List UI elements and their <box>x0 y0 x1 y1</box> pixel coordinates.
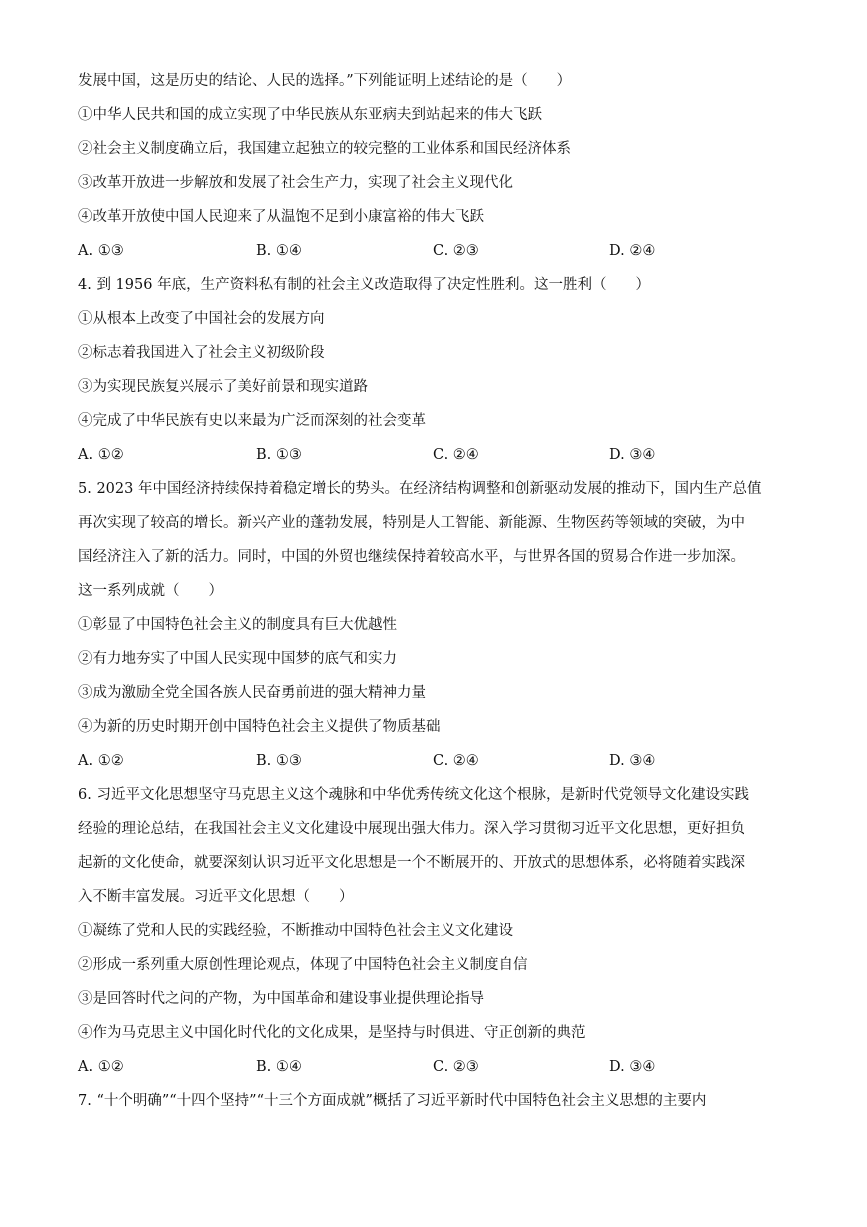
q6-options <box>78 1057 798 1077</box>
q5-stem-line: 5. 2023 年中国经济持续保持着稳定增长的势头。在经济结构调整和创新驱动发展的推动下，国内生产总值 <box>78 481 762 497</box>
q4-stem-line: 4. 到 1956 年底，生产资料私有制的社会主义改造取得了决定性胜利。这一胜利（ ） <box>78 277 651 293</box>
q5-option-b[interactable]: B. ①③ <box>256 753 302 769</box>
q6-statement-4: ④作为马克思主义中国化时代化的文化成果，是坚持与时俱进、守正创新的典范 <box>78 1025 586 1041</box>
q6-option-b[interactable]: B. ①④ <box>256 1059 302 1075</box>
q6-statement-2: ②形成一系列重大原创性理论观点，体现了中国特色社会主义制度自信 <box>78 957 528 973</box>
q3-statement-4: ④改革开放使中国人民迎来了从温饱不足到小康富裕的伟大飞跃 <box>78 209 484 225</box>
q5-option-d[interactable]: D. ③④ <box>609 753 656 769</box>
q3-option-b[interactable]: B. ①④ <box>256 243 302 259</box>
q6-statement-1: ①凝练了党和人民的实践经验，不断推动中国特色社会主义文化建设 <box>78 923 513 939</box>
q4-statement-1: ①从根本上改变了中国社会的发展方向 <box>78 311 325 327</box>
q4-option-b[interactable]: B. ①③ <box>256 447 302 463</box>
q3-option-c[interactable]: C. ②③ <box>433 243 479 259</box>
q6-stem-line: 6. 习近平文化思想坚守马克思主义这个魂脉和中华优秀传统文化这个根脉，是新时代党领导文化建设实践 <box>78 787 749 803</box>
q3-statement-1: ①中华人民共和国的成立实现了中华民族从东亚病夫到站起来的伟大飞跃 <box>78 107 542 123</box>
q6-stem-line: 入不断丰富发展。习近平文化思想（ ） <box>78 889 354 905</box>
q4-option-c[interactable]: C. ②④ <box>433 447 479 463</box>
q6-option-c[interactable]: C. ②③ <box>433 1059 479 1075</box>
q5-statement-3: ③成为激励全党全国各族人民奋勇前进的强大精神力量 <box>78 685 426 701</box>
q3-option-a[interactable]: A. ①③ <box>78 243 124 259</box>
q3-statement-2: ②社会主义制度确立后，我国建立起独立的较完整的工业体系和国民经济体系 <box>78 141 571 157</box>
q5-stem-line: 这一系列成就（ ） <box>78 583 223 599</box>
q5-statement-2: ②有力地夯实了中国人民实现中国梦的底气和实力 <box>78 651 397 667</box>
q5-stem-line: 国经济注入了新的活力。同时，中国的外贸也继续保持着较高水平，与世界各国的贸易合作进一步加深。 <box>78 549 745 565</box>
q3-option-d[interactable]: D. ②④ <box>609 243 656 259</box>
q4-statement-4: ④完成了中华民族有史以来最为广泛而深刻的社会变革 <box>78 413 426 429</box>
q4-statement-2: ②标志着我国进入了社会主义初级阶段 <box>78 345 325 361</box>
q5-statement-4: ④为新的历史时期开创中国特色社会主义提供了物质基础 <box>78 719 441 735</box>
q4-statement-3: ③为实现民族复兴展示了美好前景和现实道路 <box>78 379 368 395</box>
q5-statement-1: ①彰显了中国特色社会主义的制度具有巨大优越性 <box>78 617 397 633</box>
q6-option-a[interactable]: A. ①② <box>78 1059 124 1075</box>
q5-option-a[interactable]: A. ①② <box>78 753 124 769</box>
q6-stem-line: 起新的文化使命，就要深刻认识习近平文化思想是一个不断展开的、开放式的思想体系，必将随着实践深 <box>78 855 745 871</box>
q3-statement-3: ③改革开放进一步解放和发展了社会生产力，实现了社会主义现代化 <box>78 175 513 191</box>
q5-stem-line: 再次实现了较高的增长。新兴产业的蓬勃发展，特别是人工智能、新能源、生物医药等领域的突破，为中 <box>78 515 745 531</box>
q4-options <box>78 445 798 465</box>
q7-stem-line: 7. “十个明确”“十四个坚持”“十三个方面成就”概括了习近平新时代中国特色社会主义思想的主要内 <box>78 1093 707 1109</box>
q6-option-d[interactable]: D. ③④ <box>609 1059 656 1075</box>
q5-options <box>78 751 798 771</box>
q6-stem-line: 经验的理论总结，在我国社会主义文化建设中展现出强大伟力。深入学习贯彻习近平文化思想，更好担负 <box>78 821 745 837</box>
q5-option-c[interactable]: C. ②④ <box>433 753 479 769</box>
q4-option-d[interactable]: D. ③④ <box>609 447 656 463</box>
q3-stem-line: 发展中国，这是历史的结论、人民的选择。”下列能证明上述结论的是（ ） <box>78 73 572 89</box>
q3-options <box>78 241 798 261</box>
q6-statement-3: ③是回答时代之问的产物，为中国革命和建设事业提供理论指导 <box>78 991 484 1007</box>
q4-option-a[interactable]: A. ①② <box>78 447 124 463</box>
